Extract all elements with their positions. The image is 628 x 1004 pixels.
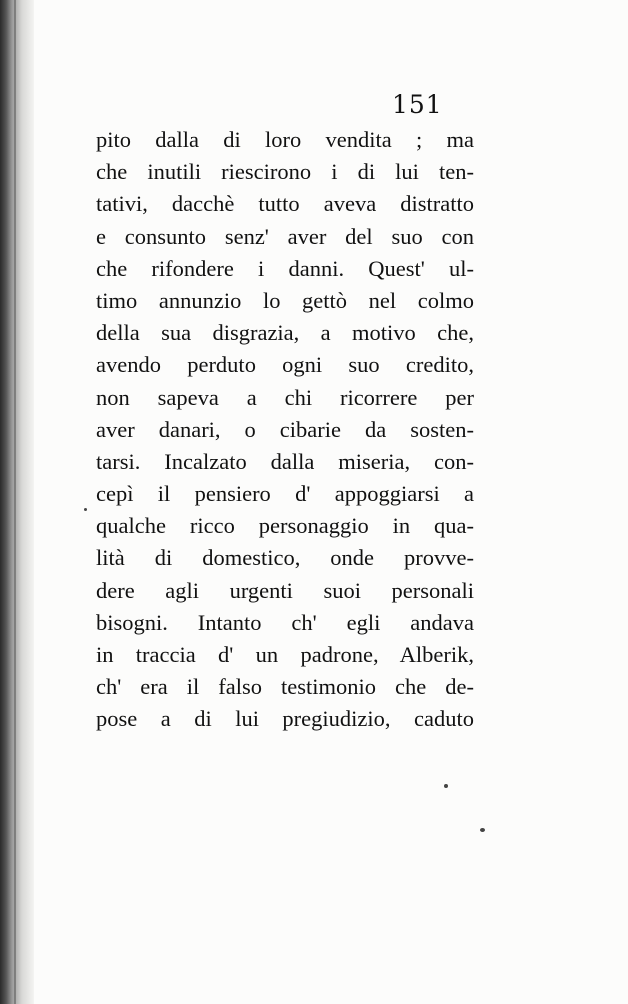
text-line: che inutili riescirono i di lui ten- [96,159,474,185]
text-line: qualche ricco personaggio in qua- [96,513,474,539]
text-line: cepì il pensiero d' appoggiarsi a [96,481,474,507]
text-line: ch' era il falso testimonio che de- [96,674,474,700]
text-line: tativi, dacchè tutto aveva distratto [96,191,474,217]
ink-speck [444,784,448,788]
binding-crease [14,0,16,1004]
text-line: pose a di lui pregiudizio, caduto [96,706,474,732]
text-line: pito dalla di loro vendita ; ma [96,127,474,152]
text-line: tarsi. Incalzato dalla miseria, con- [96,448,474,474]
text-line: dere agli urgenti suoi personali [96,577,474,603]
binding-gutter [0,0,34,1004]
text-line: avendo perduto ogni suo credito, [96,352,474,378]
text-line: e consunto senz' aver del suo con [96,223,474,249]
text-line: timo annunzio lo gettò nel colmo [96,287,474,313]
text-line: non sapeva a chi ricorrere per [96,384,474,410]
text-line: aver danari, o cibarie da sosten- [96,416,474,442]
text-line: della sua disgrazia, a motivo che, [96,320,474,346]
body-text [96,124,474,736]
text-line: in traccia d' un padrone, Alberik, [96,642,474,667]
text-line: bisogni. Intanto ch' egli andava [96,609,474,635]
text-line: lità di domestico, onde provve- [96,545,474,571]
page-number: 151 [392,90,443,119]
text-line: che rifondere i danni. Quest' ul- [96,255,474,281]
ink-speck [480,828,485,832]
ink-speck [84,508,87,511]
